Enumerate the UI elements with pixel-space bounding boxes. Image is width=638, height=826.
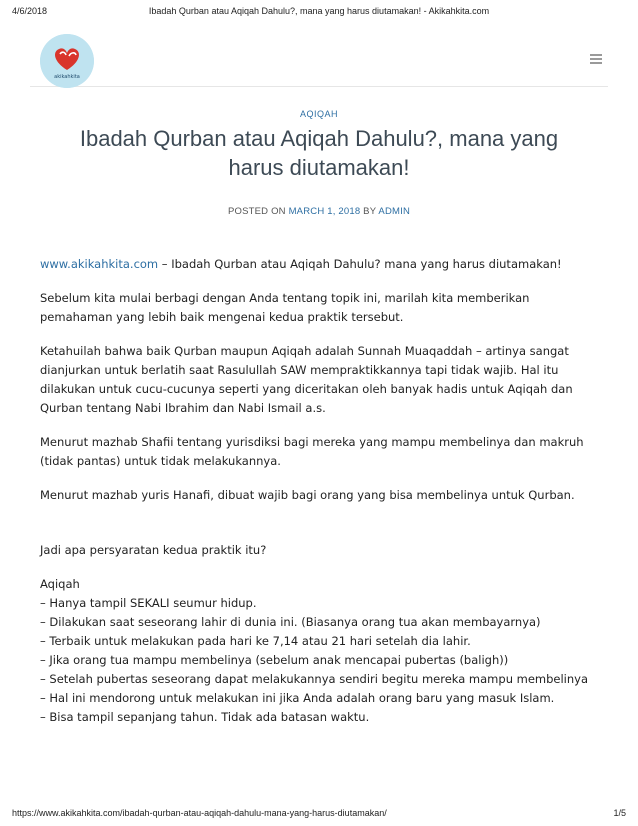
post-title: Ibadah Qurban atau Aqiqah Dahulu?, mana yang harus diutamakan!: [79, 126, 559, 180]
list-item: – Setelah pubertas seseorang dapat melakukannya sendiri begitu mereka mampu membelinya: [40, 672, 589, 686]
list-item: – Terbaik untuk melakukan pada hari ke 7,14 atau 21 hari setelah dia lahir.: [40, 634, 471, 648]
akikahkita-logo-icon: [40, 34, 94, 88]
paragraph-5: Jadi apa persyaratan kedua praktik itu?: [40, 543, 267, 557]
print-page-number: 1/5: [613, 808, 626, 818]
meta-date-link[interactable]: MARCH 1, 2018: [288, 206, 361, 217]
paragraph-4: Menurut mazhab yuris Hanafi, dibuat wajib bagi orang yang bisa membelinya untuk Qurban.: [40, 488, 575, 502]
post-content: [40, 255, 598, 727]
site-header: [30, 22, 608, 87]
site-logo[interactable]: [40, 34, 94, 88]
meta-by: BY: [360, 206, 379, 217]
hamburger-menu-icon[interactable]: [590, 54, 602, 64]
list-item: – Dilakukan saat seseorang lahir di dunia ini. (Biasanya orang tua akan membayarnya): [40, 615, 541, 629]
print-footer: [12, 808, 626, 820]
list-item: – Bisa tampil sepanjang tahun. Tidak ada batasan waktu.: [40, 710, 370, 724]
aqiqah-list: [40, 575, 598, 727]
list-item: – Jika orang tua mampu membelinya (sebelum anak mencapai pubertas (baligh)): [40, 653, 509, 667]
meta-posted-on: POSTED ON: [227, 206, 289, 217]
intro-paragraph: [40, 255, 598, 274]
post-meta: [0, 206, 638, 217]
paragraph-2: Ketahuilah bahwa baik Qurban maupun Aqiqah adalah Sunnah Muaqaddah – artinya sangat dianjurkan untuk berlatih saat Rasulullah SAW mempraktikkannya tapi tidak wajib. Hal itu dilakukan untuk cucu-cucunya seperti yang diceritakan oleh banyak hadis untuk Aqiqah dan Qurban tentang Nabi Ibrahim dan Nabi Ismail a.s.: [40, 344, 573, 415]
logo-text: akikahkita: [54, 74, 80, 80]
list-item: – Hanya tampil SEKALI seumur hidup.: [40, 596, 257, 610]
category-link[interactable]: AQIQAH: [299, 109, 338, 119]
site-link[interactable]: www.akikahkita.com: [40, 257, 159, 271]
print-header: [12, 6, 626, 18]
paragraph-3: Menurut mazhab Shafii tentang yurisdiksi bagi mereka yang mampu membelinya dan makruh (tidak pantas) untuk tidak melakukannya.: [40, 435, 584, 468]
print-page-title: Ibadah Qurban atau Aqiqah Dahulu?, mana yang harus diutamakan! - Akikahkita.com: [148, 6, 490, 16]
paragraph-1: Sebelum kita mulai berbagi dengan Anda tentang topik ini, marilah kita memberikan pemahaman yang lebih baik mengenai kedua praktik tersebut.: [40, 291, 530, 324]
print-url: https://www.akikahkita.com/ibadah-qurban-atau-aqiqah-dahulu-mana-yang-harus-diutamakan/: [12, 808, 387, 818]
list-heading: Aqiqah: [40, 577, 80, 591]
content-spacer: [40, 520, 598, 541]
list-item: – Hal ini mendorong untuk melakukan ini jika Anda adalah orang baru yang masuk Islam.: [40, 691, 555, 705]
print-date: 4/6/2018: [12, 6, 48, 16]
intro-text: – Ibadah Qurban atau Aqiqah Dahulu? mana yang harus diutamakan!: [158, 257, 562, 271]
meta-author-link[interactable]: ADMIN: [378, 206, 411, 217]
